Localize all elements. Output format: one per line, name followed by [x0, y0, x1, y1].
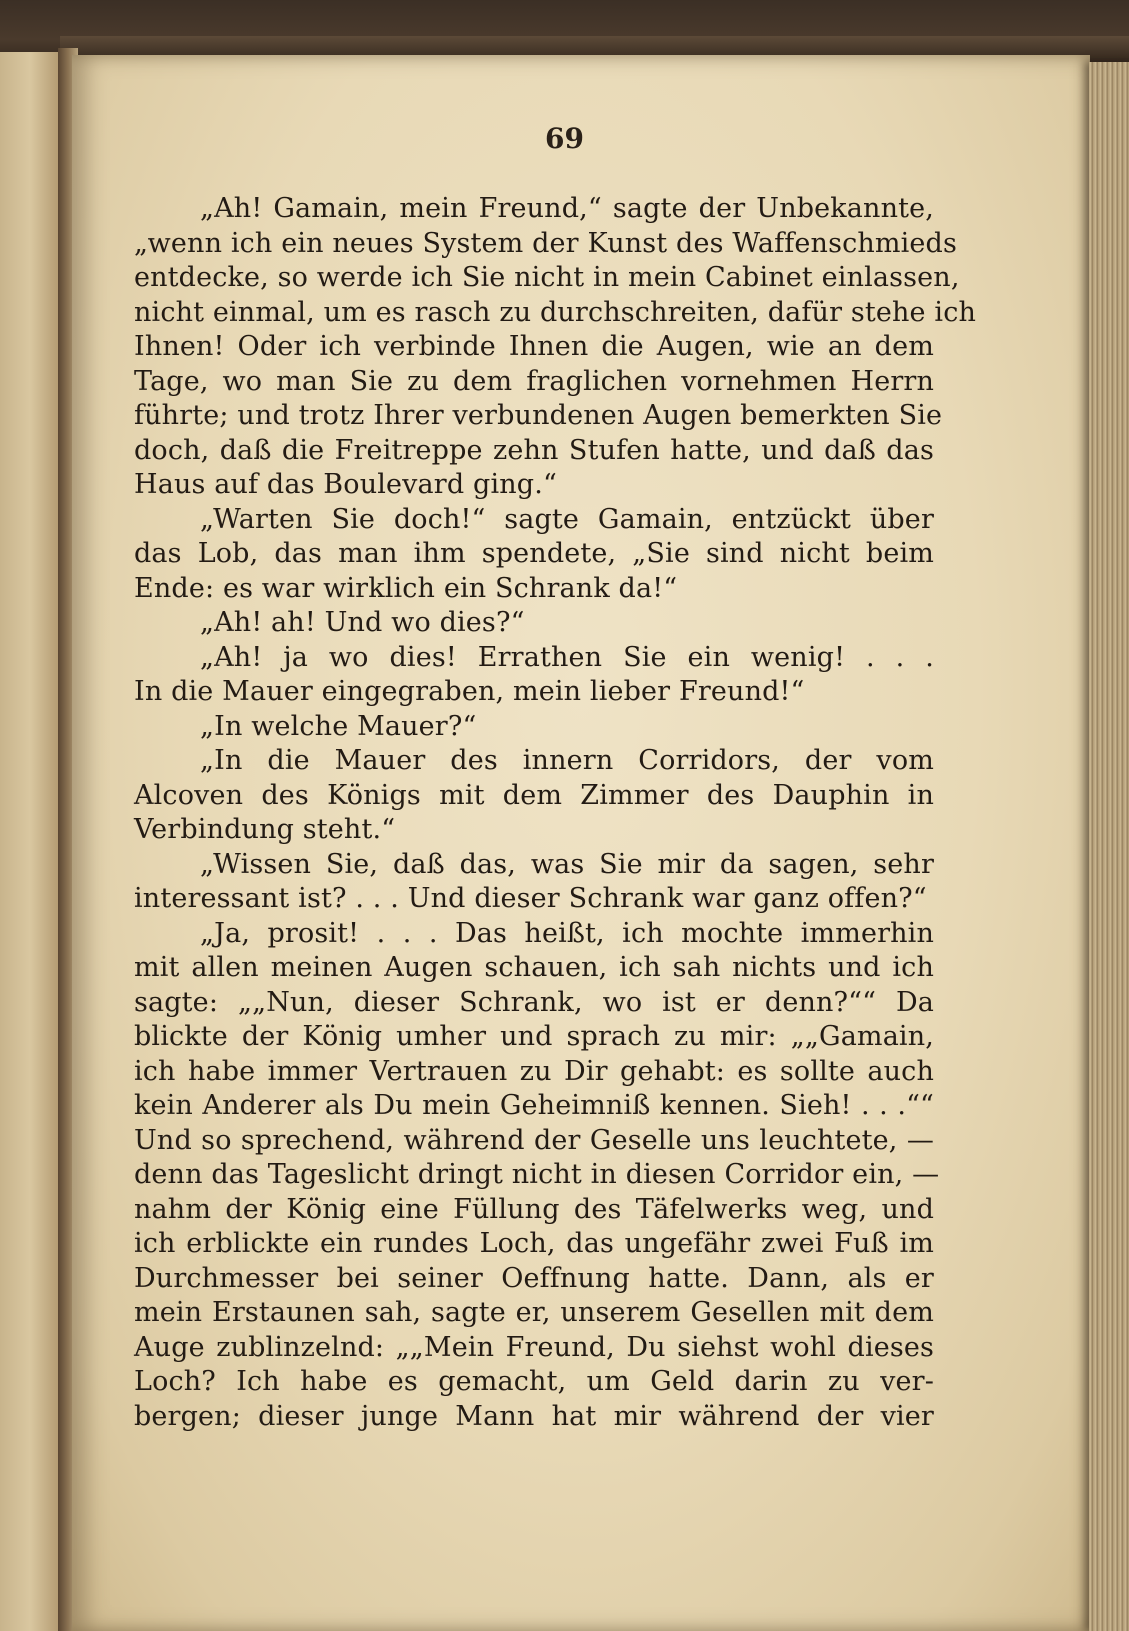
text-line: Ende: es war wirklich ein Schrank da!“ — [134, 572, 678, 604]
text-line: mit allen meinen Augen schauen, ich sah nichts und ich — [134, 952, 934, 983]
text-line: das Lob, das man ihm spendete, „Sie sind nicht beim — [134, 538, 934, 569]
page-body-text — [134, 192, 977, 1434]
text-line: „In welche Mauer?“ — [200, 710, 477, 742]
text-line: entdecke, so werde ich Sie nicht in mein Cabinet einlassen, — [134, 262, 960, 293]
text-line: interessant ist? . . . Und dieser Schrank war ganz offen?“ — [134, 883, 927, 914]
page-stack-edges — [1089, 62, 1129, 1631]
text-line: denn das Tageslicht dringt nicht in diesen Corridor ein, — — [134, 1159, 940, 1190]
text-line: „Wissen Sie, daß das, was Sie mir da sagen, sehr — [200, 848, 934, 880]
text-line: Auge zublinzelnd: „„Mein Freund, Du siehst wohl dieses — [134, 1331, 934, 1363]
text-line: „Ah! Gamain, mein Freund,“ sagte der Unbekannte, — [200, 193, 934, 224]
text-line: „In die Mauer des innern Corridors, der vom — [200, 745, 934, 776]
text-line: Haus auf das Boulevard ging.“ — [134, 469, 557, 500]
text-line: mein Erstaunen sah, sagte er, unserem Gesellen mit dem — [134, 1297, 934, 1328]
text-line: ich erblickte ein rundes Loch, das ungefähr zwei Fuß im — [134, 1228, 934, 1259]
text-line: „Ah! ja wo dies! Errathen Sie ein wenig! . . . — [200, 641, 934, 673]
text-line: sagte: „„Nun, dieser Schrank, wo ist er denn?““ Da — [134, 986, 934, 1018]
text-line: Ihnen! Oder ich verbinde Ihnen die Augen, wie an dem — [134, 331, 934, 362]
text-line: doch, daß die Freitreppe zehn Stufen hatte, und daß das — [134, 434, 934, 466]
text-line: „Ah! ah! Und wo dies?“ — [200, 607, 525, 638]
text-line: Und so sprechend, während der Geselle uns leuchtete, — — [134, 1124, 934, 1156]
text-line: „Ja, prosit! . . . Das heißt, ich mochte immerhin — [200, 917, 934, 949]
text-line: nicht einmal, um es rasch zu durchschreiten, dafür stehe ich — [134, 296, 977, 328]
text-line: nahm der König eine Füllung des Täfelwerks weg, und — [134, 1193, 934, 1225]
text-line: blickte der König umher und sprach zu mir: „„Gamain, — [134, 1021, 934, 1052]
text-line: Verbindung steht.“ — [134, 814, 396, 845]
text-line: bergen; dieser junge Mann hat mir während der vier — [134, 1400, 934, 1432]
text-line: Loch? Ich habe es gemacht, um Geld darin zu ver- — [134, 1366, 934, 1397]
text-line: „Warten Sie doch!“ sagte Gamain, entzückt über — [200, 503, 934, 535]
text-line: kein Anderer als Du mein Geheimniß kennen. Sieh! . . .““ — [134, 1090, 934, 1121]
text-line: führte; und trotz Ihrer verbundenen Augen bemerkten Sie — [134, 400, 943, 431]
text-line: Tage, wo man Sie zu dem fraglichen vornehmen Herrn — [134, 365, 934, 397]
text-line: In die Mauer eingegraben, mein lieber Freund!“ — [134, 676, 805, 707]
page-number: 69 — [545, 122, 584, 155]
text-line: ich habe immer Vertrauen zu Dir gehabt: es sollte auch — [134, 1055, 934, 1087]
text-line: Durchmesser bei seiner Oeffnung hatte. Dann, als er — [134, 1262, 934, 1294]
text-line: „wenn ich ein neues System der Kunst des Waffenschmieds — [134, 227, 957, 259]
text-line: Alcoven des Königs mit dem Zimmer des Dauphin in — [134, 779, 934, 811]
